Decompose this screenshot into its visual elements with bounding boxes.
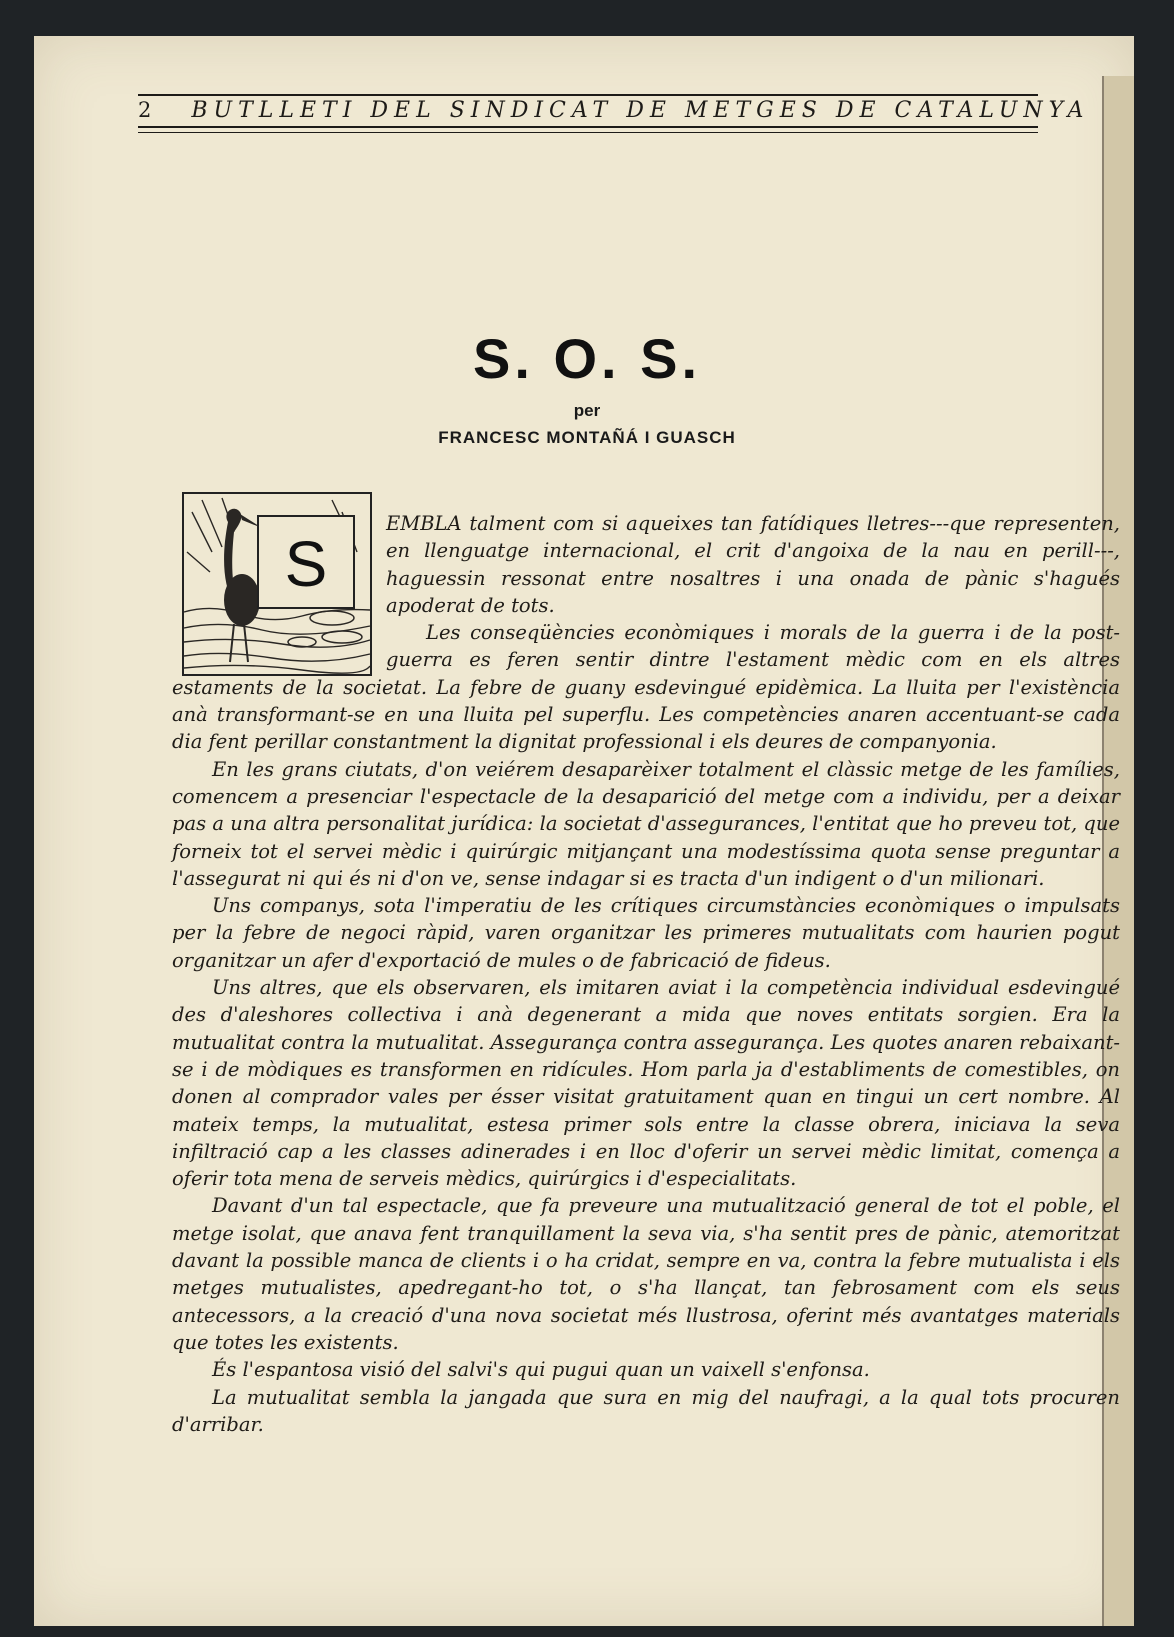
paragraph-3: En les grans ciutats, d'on veiérem desaparèixer totalment el clàssic metge de les famílies, comencem a presenciar l'espectacle de la desaparició del metge com a individu, per a deixar pas a una altra personalitat jurídica: la societat d'assegurances, l'entitat que ho preveu tot, que forneix tot el servei mèdic i quirúrgic mitjançant una modestíssima quota sense preguntar a l'assegurat ni qui és ni d'on ve, sense indagar si es tracta d'un indigent o d'un milionari. <box>172 757 1120 890</box>
drop-cap-space <box>172 494 386 662</box>
article-title: S. O. S. <box>472 327 702 390</box>
journal-title: BUTLLETI DEL SINDICAT DE METGES DE CATALUNYA <box>191 98 1090 123</box>
page-number: 2 <box>138 98 152 122</box>
header-rule-mid <box>138 126 1038 128</box>
paragraph-2: Les conseqüències econòmiques i morals de la guerra i de la post-guerra es feren sentir dintre l'estament mèdic com en els altres estaments de la societat. La febre de guany esdevingué epidèmica. La lluita per l'existència anà transformant-se en una lluita pel superflu. Les competències anaren accentuant-se cada dia fent perillar constantment la dignitat professional i els deures de companyonia. <box>172 621 1120 754</box>
byline-per: per <box>573 401 601 420</box>
paragraph-4: Uns companys, sota l'imperatiu de les crítiques circumstàncies econòmiques o impulsats per la febre de negoci ràpid, varen organitzar les primeres mutualitats com haurien pogut organitzar un afer d'exportació de mules o de fabricació de fideus. <box>172 894 1120 972</box>
article-body <box>172 510 1120 1438</box>
paragraph-1: EMBLA talment com si aqueixes tan fatídiques lletres---que representen, en llenguatge internacional, el crit d'angoixa de la nau en perill---, haguessin ressonat entre nosaltres i una onada de pànic s'hagués apoderat de tots. <box>386 512 1120 617</box>
header-rule-bottom <box>138 132 1038 133</box>
header-line <box>138 96 1090 123</box>
paragraph-6: Davant d'un tal espectacle, que fa preveure una mutualització general de tot el poble, el metge isolat, que anava fent tranquillament la seva via, s'ha sentit pres de pànic, atemoritzat davant la possible manca de clients i o ha cridat, sempre en va, contra la febre mutualista i els metges mutualistes, apedregant-ho tot, o s'ha llançat, tan febrosament com els seus antecessors, a la creació d'una nova societat més llustrosa, oferint més avantatges materials que totes les existents. <box>172 1194 1120 1354</box>
paragraph-8: La mutualitat sembla la jangada que sura en mig del naufragi, a la qual tots procuren d'arribar. <box>172 1385 1120 1436</box>
drop-cap-letter: S <box>284 528 328 600</box>
paragraph-7: És l'espantosa visió del salvi's qui pugui quan un vaixell s'enfonsa. <box>212 1358 870 1382</box>
article-author: FRANCESC MONTAÑÁ I GUASCH <box>438 428 736 447</box>
running-header <box>138 94 1090 133</box>
paragraph-5: Uns altres, que els observaren, els imitaren aviat i la competència individual esdevingué des d'aleshores collectiva i anà degenerant a mida que noves entitats sorgien. Era la mutualitat contra la mutualitat. Assegurança contra assegurança. Les quotes anaren rebaixant-se i de mòdiques es transformen en ridícules. Hom parla ja d'establiments de comestibles, on donen al comprador vales per ésser visitat gratuitament quan en tingui un cert nombre. Al mateix temps, la mutualitat, estesa primer sols entre la classe obrera, iniciava la seva infiltració cap a les classes adinerades i en lloc d'oferir un servei mèdic limitat, comença a oferir tota mena de serveis mèdics, quirúrgics i d'especialitats. <box>172 976 1120 1191</box>
